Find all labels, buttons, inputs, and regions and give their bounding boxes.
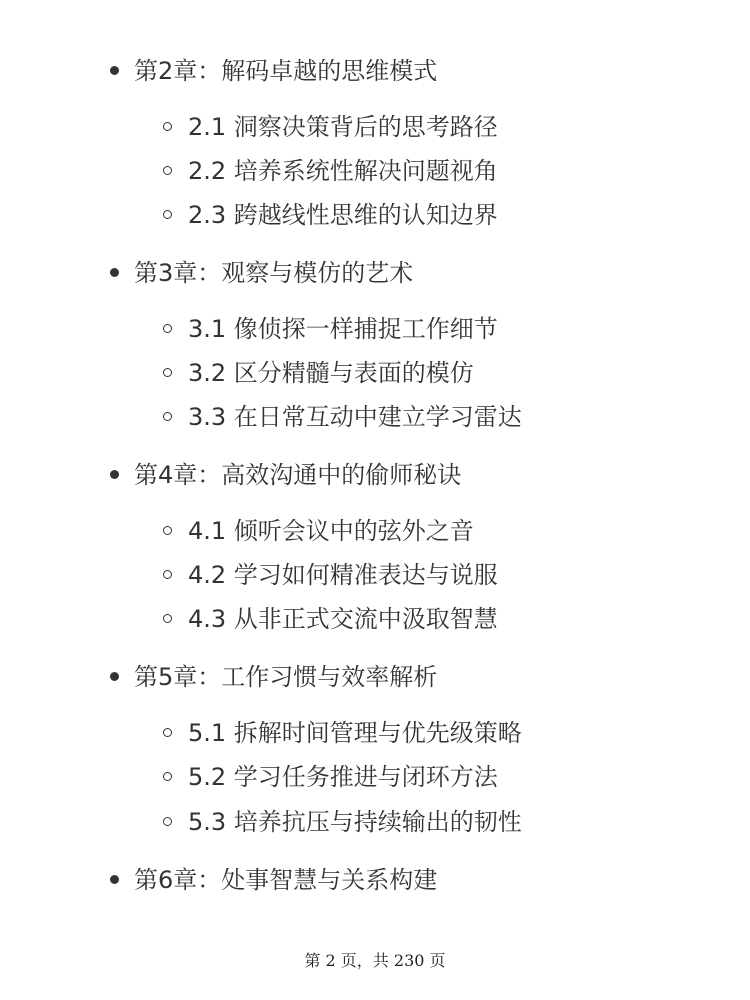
toc-chapter-item xyxy=(0,49,750,93)
hollow-bullet-icon xyxy=(163,817,172,826)
chapter-title: 第5章：工作习惯与效率解析 xyxy=(134,663,438,691)
toc-chapter-item xyxy=(0,251,750,295)
filled-bullet-icon xyxy=(110,268,119,277)
section-title: 3.3 在日常互动中建立学习雷达 xyxy=(188,403,522,431)
chapter-title: 第2章：解码卓越的思维模式 xyxy=(134,57,438,85)
section-title: 4.3 从非正式交流中汲取智慧 xyxy=(188,605,498,633)
page-number-footer: 第 2 页，共 230 页 xyxy=(304,951,446,970)
chapter-title: 第6章：处事智慧与关系构建 xyxy=(134,866,438,894)
section-title: 4.2 学习如何精准表达与说服 xyxy=(188,561,498,589)
toc-chapter-item xyxy=(0,655,750,699)
section-title: 3.2 区分精髓与表面的模仿 xyxy=(188,359,474,387)
filled-bullet-icon xyxy=(110,875,119,884)
hollow-bullet-icon xyxy=(163,526,172,535)
section-title: 5.3 培养抗压与持续输出的韧性 xyxy=(188,808,522,836)
filled-bullet-icon xyxy=(110,470,119,479)
hollow-bullet-icon xyxy=(163,728,172,737)
hollow-bullet-icon xyxy=(163,614,172,623)
toc-section-item xyxy=(0,711,750,755)
toc-section-item xyxy=(0,149,750,193)
toc-section-item xyxy=(0,800,750,844)
section-title: 5.2 学习任务推进与闭环方法 xyxy=(188,763,498,791)
hollow-bullet-icon xyxy=(163,166,172,175)
section-title: 3.1 像侦探一样捕捉工作细节 xyxy=(188,315,498,343)
hollow-bullet-icon xyxy=(163,368,172,377)
hollow-bullet-icon xyxy=(163,772,172,781)
section-title: 2.1 洞察决策背后的思考路径 xyxy=(188,113,498,141)
section-title: 4.1 倾听会议中的弦外之音 xyxy=(188,517,474,545)
toc-section-item xyxy=(0,509,750,553)
toc-chapter-item xyxy=(0,858,750,902)
toc-section-item xyxy=(0,755,750,799)
toc-section-item xyxy=(0,105,750,149)
toc-section-item xyxy=(0,395,750,439)
hollow-bullet-icon xyxy=(163,570,172,579)
chapter-title: 第3章：观察与模仿的艺术 xyxy=(134,259,414,287)
hollow-bullet-icon xyxy=(163,412,172,421)
toc-section-item xyxy=(0,307,750,351)
toc-section-item xyxy=(0,193,750,237)
filled-bullet-icon xyxy=(110,66,119,75)
hollow-bullet-icon xyxy=(163,324,172,333)
hollow-bullet-icon xyxy=(163,122,172,131)
chapter-title: 第4章：高效沟通中的偷师秘诀 xyxy=(134,461,462,489)
toc-chapter-item xyxy=(0,453,750,497)
section-title: 2.2 培养系统性解决问题视角 xyxy=(188,157,498,185)
toc-section-item xyxy=(0,553,750,597)
hollow-bullet-icon xyxy=(163,210,172,219)
toc-section-item xyxy=(0,351,750,395)
toc-section-item xyxy=(0,597,750,641)
filled-bullet-icon xyxy=(110,672,119,681)
section-title: 5.1 拆解时间管理与优先级策略 xyxy=(188,719,522,747)
section-title: 2.3 跨越线性思维的认知边界 xyxy=(188,201,498,229)
